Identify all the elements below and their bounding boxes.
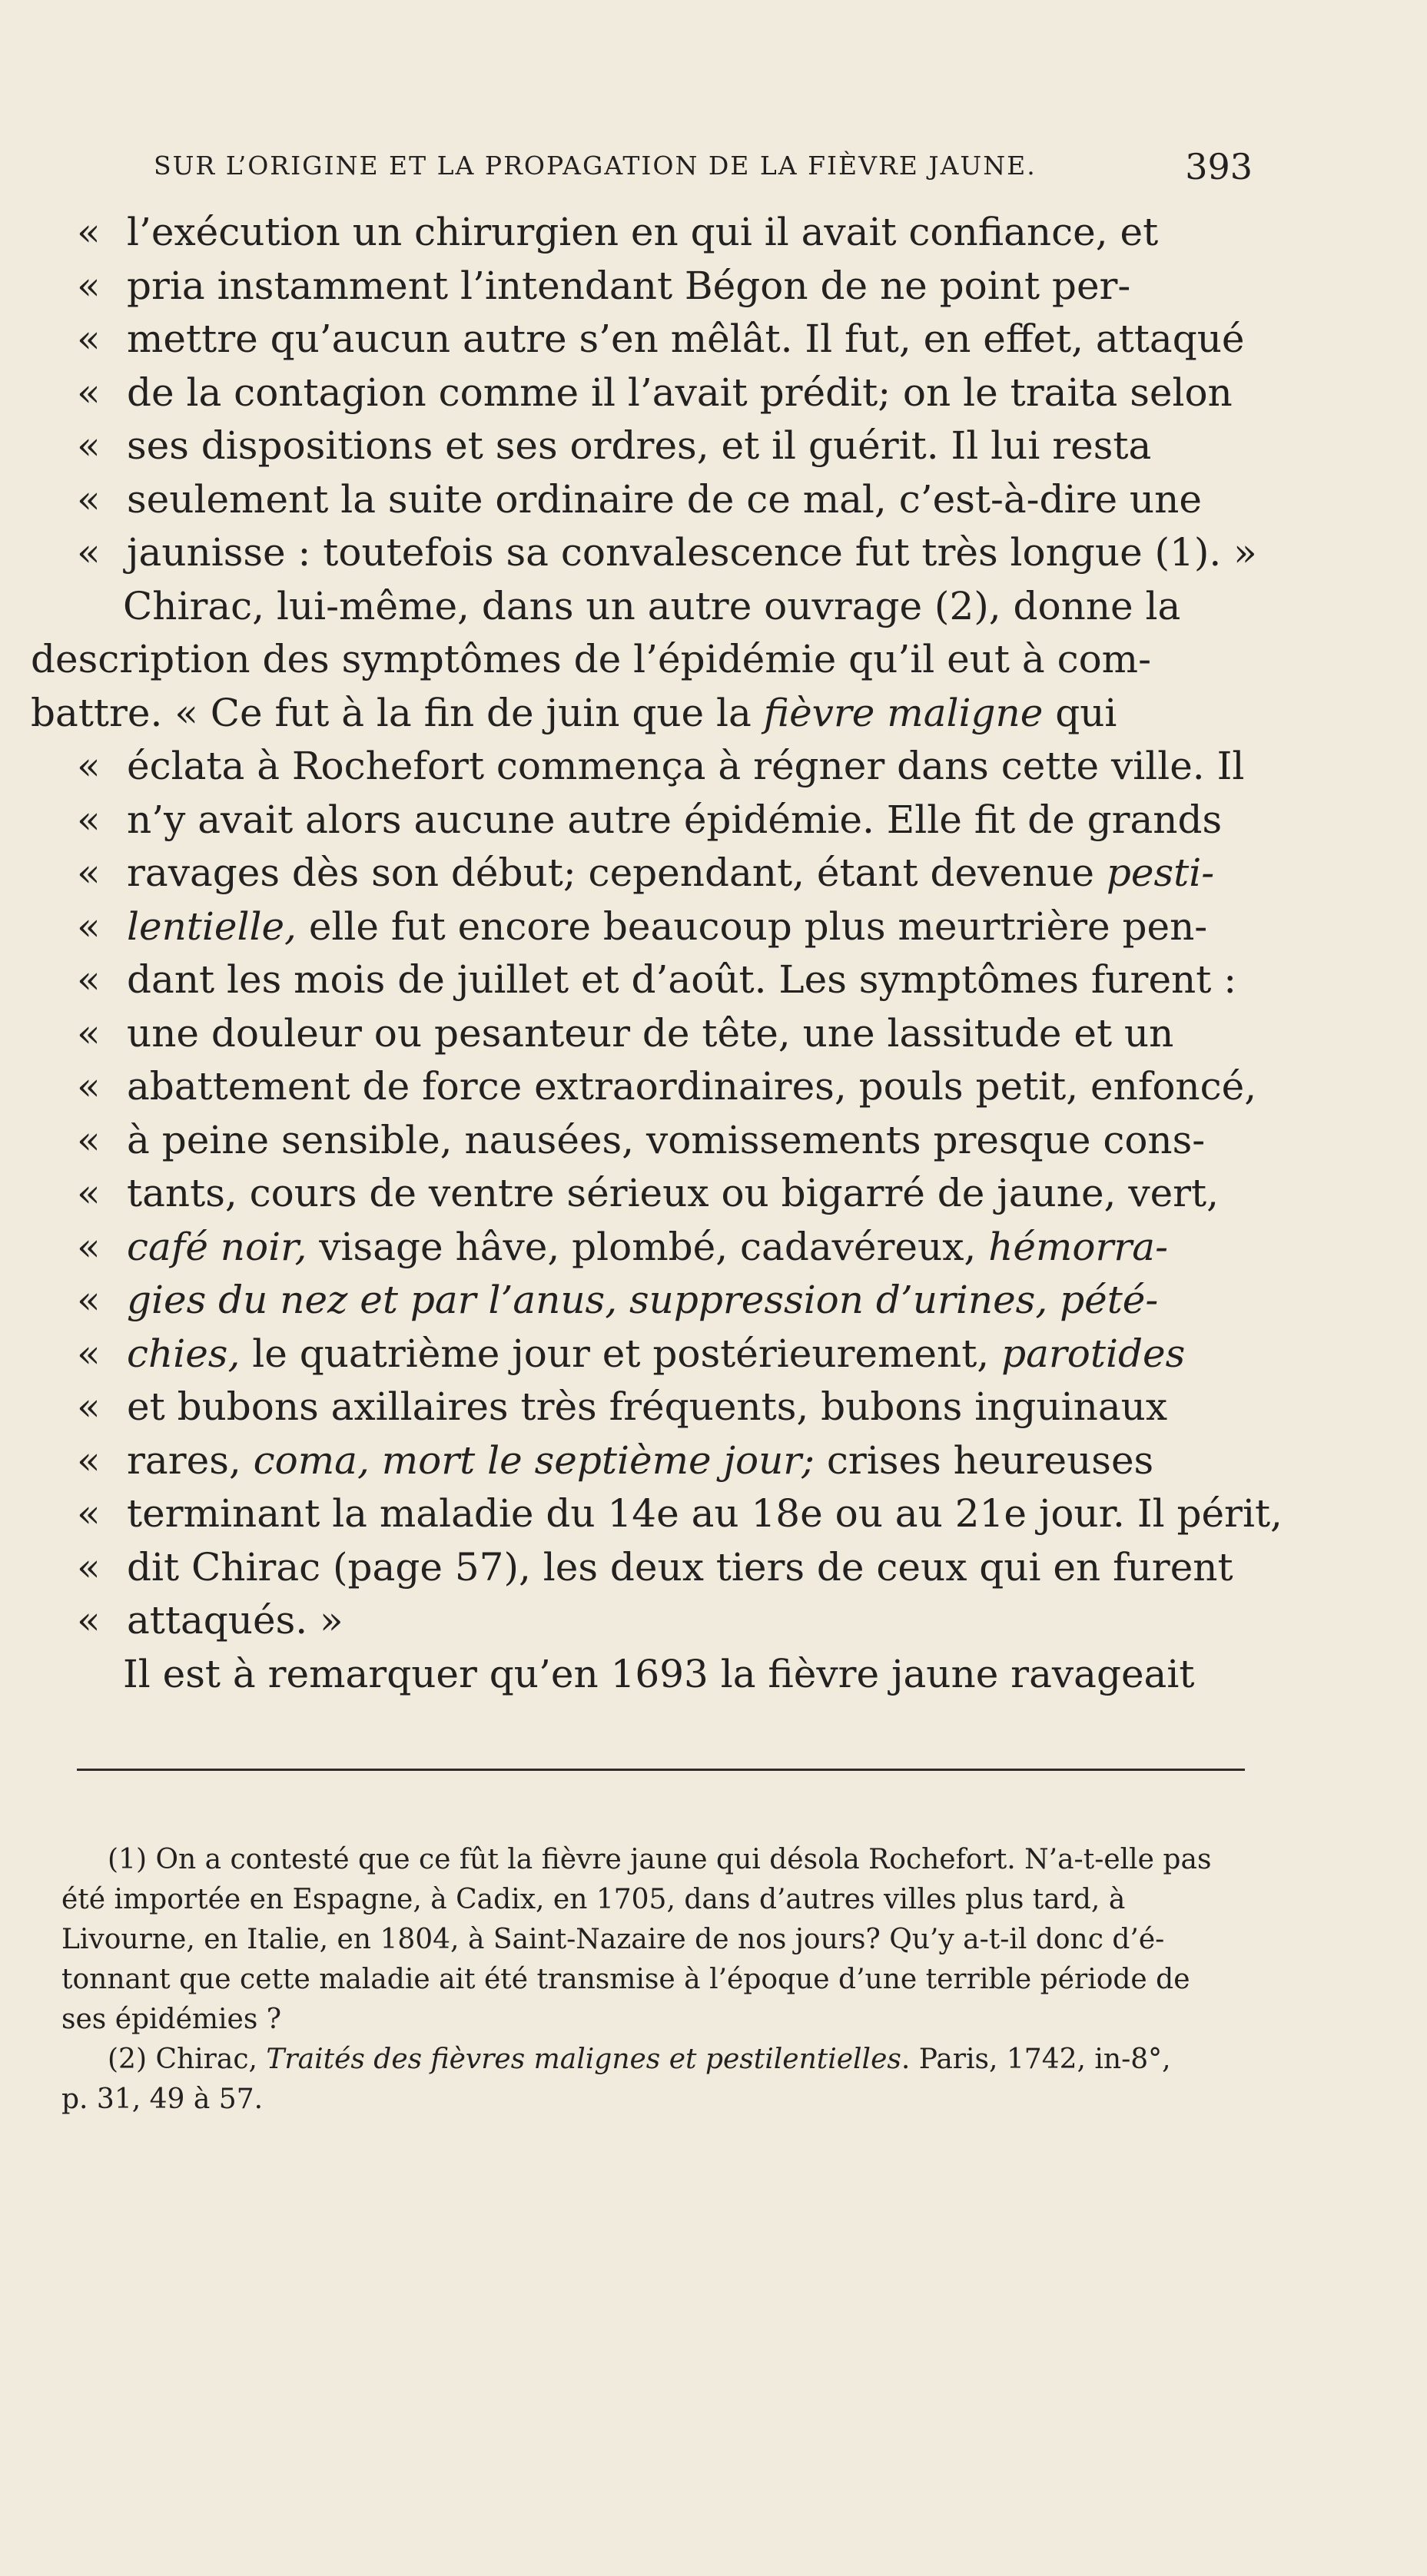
text-line: « attaqués. »: [31, 1594, 1260, 1648]
quote-mark: «: [77, 263, 101, 308]
quote-mark: «: [77, 957, 101, 1002]
quote-mark: «: [77, 317, 101, 361]
text-line: « terminant la maladie du 14e au 18e ou au 21e jour. Il périt,: [31, 1487, 1260, 1541]
running-head: SUR L’ORIGINE ET LA PROPAGATION DE LA FIÈVRE JAUNE.: [154, 151, 1037, 181]
text-line: « ses dispositions et ses ordres, et il guérit. Il lui resta: [31, 419, 1260, 473]
quote-mark: «: [77, 1224, 101, 1269]
footnote-line: Livourne, en Italie, en 1804, à Saint-Nazaire de nos jours? Qu’y a-t-il donc d’é-: [61, 1924, 1165, 1955]
text-line: Il est à remarquer qu’en 1693 la fièvre jaune ravageait: [123, 1651, 1195, 1696]
quote-mark: «: [77, 1331, 101, 1376]
text-line: « rares, coma, mort le septième jour; crises heureuses: [31, 1434, 1260, 1488]
text-line: « gies du nez et par l’anus, suppression d’urines, pété-: [31, 1274, 1260, 1328]
quote-mark: «: [77, 1117, 101, 1162]
quote-mark: «: [77, 476, 101, 522]
footnote-line: ses épidémies ?: [61, 2004, 282, 2035]
body-text: [31, 206, 1283, 1701]
footnote-line: été importée en Espagne, à Cadix, en 1705, dans d’autres villes plus tard, à: [61, 1884, 1126, 1915]
footnote-divider: [77, 1769, 1245, 1771]
text-line: « ravages dès son début; cependant, étant devenue pesti-: [31, 847, 1260, 900]
footnote-line: (1) On a contesté que ce fût la fièvre jaune qui désola Rochefort. N’a-t-elle pas: [108, 1844, 1212, 1875]
quote-mark: «: [77, 1544, 101, 1590]
quote-mark: «: [77, 1384, 101, 1429]
footnote-line: p. 31, 49 à 57.: [61, 2084, 264, 2115]
text-line: « abattement de force extraordinaires, pouls petit, enfoncé,: [31, 1060, 1260, 1114]
quote-mark: «: [77, 1010, 101, 1056]
text-line: Chirac, lui-même, dans un autre ouvrage (2), donne la: [123, 583, 1181, 628]
footnotes: [31, 1840, 1260, 2120]
text-line: battre. « Ce fut à la fin de juin que la fièvre maligne qui: [31, 690, 1117, 735]
text-line: « café noir, visage hâve, plombé, cadavéreux, hémorra-: [31, 1221, 1260, 1275]
text-line: « une douleur ou pesanteur de tête, une lassitude et un: [31, 1007, 1260, 1061]
quote-mark: «: [77, 210, 101, 254]
text-line: « mettre qu’aucun autre s’en mêlât. Il fut, en effet, attaqué: [31, 313, 1260, 366]
text-line: description des symptômes de l’épidémie qu’il eut à com-: [31, 637, 1151, 681]
page-number: 393: [1185, 146, 1253, 187]
text-line: « et bubons axillaires très fréquents, bubons inguinaux: [31, 1381, 1260, 1434]
text-line: « chies, le quatrième jour et postérieurement, parotides: [31, 1328, 1260, 1381]
quote-mark: «: [77, 1491, 101, 1536]
text-line: « éclata à Rochefort commença à régner dans cette ville. Il: [31, 740, 1260, 794]
text-line: « dant les mois de juillet et d’août. Les symptômes furent :: [31, 953, 1260, 1007]
text-line: « à peine sensible, nausées, vomissements presque cons-: [31, 1114, 1260, 1168]
quote-mark: «: [77, 903, 101, 949]
text-line: « n’y avait alors aucune autre épidémie. Elle fit de grands: [31, 794, 1260, 847]
quote-mark: «: [77, 423, 101, 468]
quote-mark: «: [77, 1064, 101, 1109]
text-line: « de la contagion comme il l’avait prédit; on le traita selon: [31, 366, 1260, 420]
quote-mark: «: [77, 530, 101, 575]
page-header: [154, 146, 1253, 192]
quote-mark: «: [77, 1171, 101, 1215]
text-line: « lentielle, elle fut encore beaucoup plus meurtrière pen-: [31, 900, 1260, 954]
text-line: « l’exécution un chirurgien en qui il avait confiance, et: [31, 206, 1260, 260]
footnote-line: (2) Chirac, Traités des fièvres malignes et pestilentielles. Paris, 1742, in-8°,: [108, 2044, 1171, 2075]
text-line: « seulement la suite ordinaire de ce mal, c’est-à-dire une: [31, 473, 1260, 527]
text-line: « pria instamment l’intendant Bégon de ne point per-: [31, 260, 1260, 313]
quote-mark: «: [77, 370, 101, 415]
quote-mark: «: [77, 1598, 101, 1643]
text-line: « dit Chirac (page 57), les deux tiers de ceux qui en furent: [31, 1541, 1260, 1595]
quote-mark: «: [77, 850, 101, 895]
quote-mark: «: [77, 744, 101, 788]
footnote-line: tonnant que cette maladie ait été transmise à l’époque d’une terrible période de: [61, 1964, 1190, 1995]
quote-mark: «: [77, 797, 101, 842]
quote-mark: «: [77, 1437, 101, 1483]
quote-mark: «: [77, 1278, 101, 1322]
text-line: « tants, cours de ventre sérieux ou bigarré de jaune, vert,: [31, 1167, 1260, 1221]
text-line: « jaunisse : toutefois sa convalescence fut très longue (1). »: [31, 526, 1260, 580]
